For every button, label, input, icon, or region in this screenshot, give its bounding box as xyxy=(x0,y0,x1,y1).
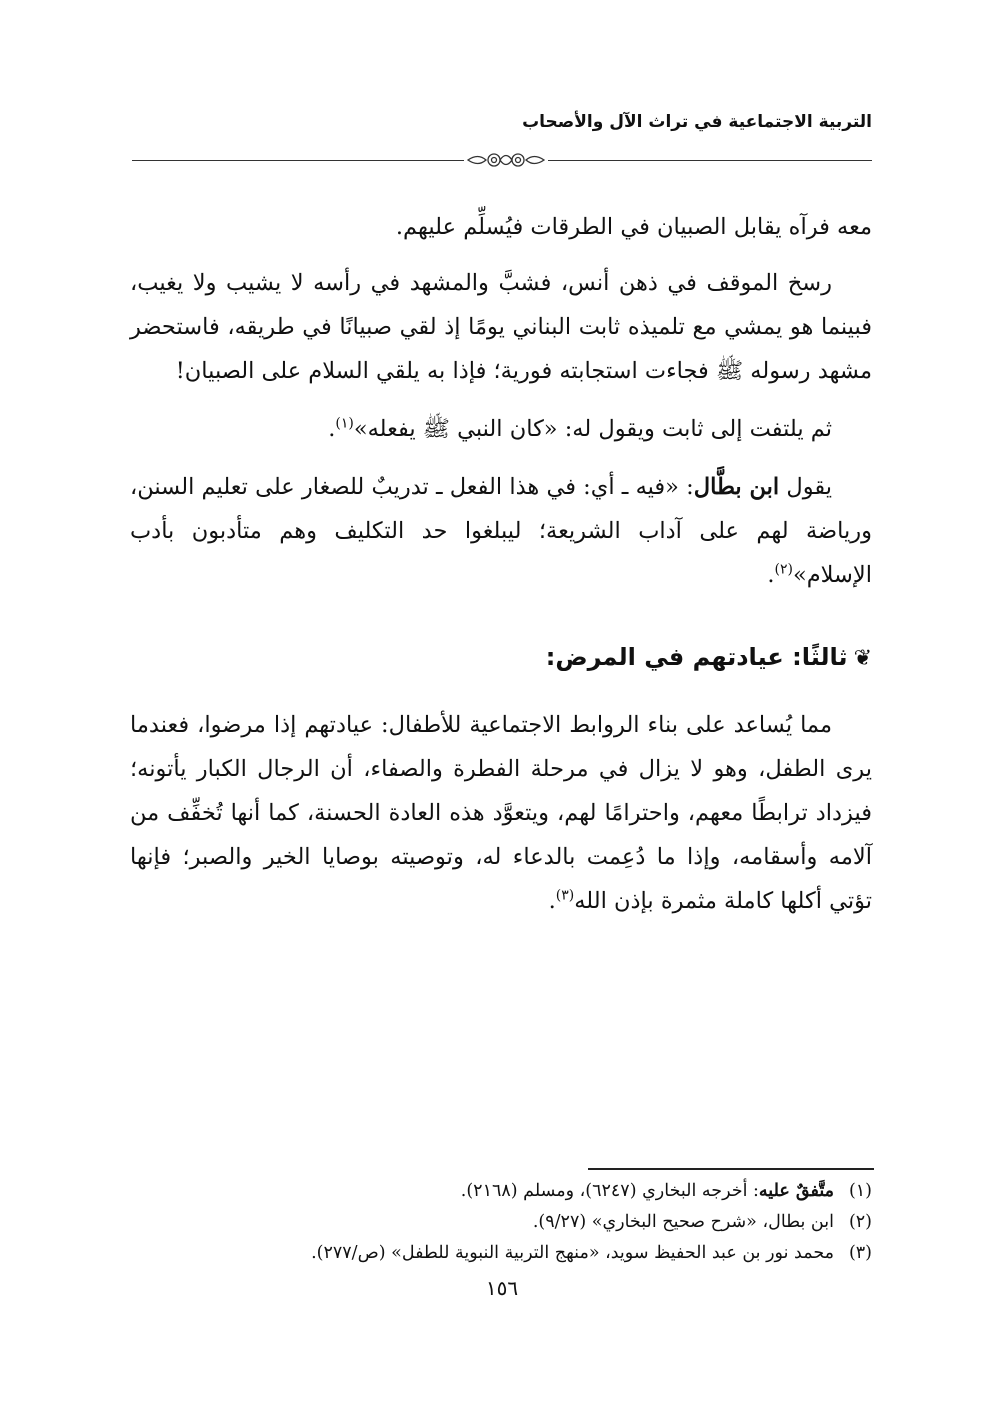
footnote-rule xyxy=(588,1168,874,1170)
footnote-1 xyxy=(130,1176,872,1207)
paragraph-ibn-battal-lead: يقول xyxy=(779,474,832,500)
paragraph-anas: رسخ الموقف في ذهن أنس، فشبَّ والمشهد في رأسه لا يشيب ولا يغيب، فبينما هو يمشي مع تلميذه ثابت البناني يومًا إذ لقي صبيانًا في طريقه، فاستحضر مشهد رسوله ﷺ فجاءت استجابته فورية؛ فإذا به يلقي السلام على الصبيان! xyxy=(130,270,872,384)
footnote-ref-2[interactable]: (٢) xyxy=(774,561,793,578)
footnote-text: محمد نور بن عبد الحفيظ سويد، «منهج التربية النبوية للطفل» (ص/٢٧٧). xyxy=(311,1243,834,1263)
paragraph-ibn-battal-text: : «فيه ـ أي: في هذا الفعل ـ تدريبٌ للصغار على تعليم السنن، ورياضة لهم على آداب الشريعة؛ ليبلغوا حد التكليف وهم متأدبون بأدب الإسلام» xyxy=(130,474,872,588)
footnote-ref-3[interactable]: (٣) xyxy=(555,887,575,904)
paragraph-ibn-battal xyxy=(130,465,872,597)
footnote-number: (٢) xyxy=(848,1212,872,1232)
paragraph-thabit xyxy=(130,407,872,451)
section-heading xyxy=(130,635,872,681)
paragraph-visiting-sick-end: . xyxy=(548,888,556,914)
page-number: ١٥٦ xyxy=(485,1276,519,1300)
footnote-text: ابن بطال، «شرح صحيح البخاري» (٩/٢٧). xyxy=(532,1212,834,1232)
paragraph-continuation: معه فرآه يقابل الصبيان في الطرقات فيُسلِّم عليهم. xyxy=(395,214,872,240)
footnote-3 xyxy=(130,1238,872,1269)
paragraph-thabit-text: ثم يلتفت إلى ثابت ويقول له: «كان النبي ﷺ يفعله» xyxy=(353,416,832,442)
section-heading-text: ثالثًا: عيادتهم في المرض: xyxy=(545,643,848,671)
footnote-2 xyxy=(130,1207,872,1238)
footnote-ref-1[interactable]: (١) xyxy=(335,415,354,432)
footnote-number: (٣) xyxy=(848,1243,872,1263)
paragraph-ibn-battal-end: . xyxy=(767,562,775,588)
footnote-number: (١) xyxy=(848,1181,872,1201)
scholar-name: ابن بطَّال xyxy=(693,474,780,500)
paragraph-thabit-end: . xyxy=(328,416,336,442)
footnote-bold-term: متَّفقٌ عليه xyxy=(758,1181,834,1201)
body-text xyxy=(130,205,872,923)
heading-fleuron-icon: ❦ xyxy=(853,646,872,671)
footnote-text: : أخرجه البخاري (٦٢٤٧)، ومسلم (٢١٦٨). xyxy=(460,1181,759,1201)
paragraph-visiting-sick-text: مما يُساعد على بناء الروابط الاجتماعية للأطفال: عيادتهم إذا مرضوا، فعندما يرى الطفل، وهو لا يزال في مرحلة الفطرة والصفاء، أن الرجال الكبار يأتونه؛ فيزداد ترابطًا معهم، واحترامًا لهم، ويتعوَّد هذه العادة الحسنة، كما أنها تُخفِّف من آلامه وأسقامه، وإذا ما دُعِمت بالدعاء له، وتوصيته بوصايا الخير والصبر؛ فإنها تؤتي أكلها كاملة مثمرة بإذن الله xyxy=(130,712,872,914)
paragraph-visiting-sick xyxy=(130,703,872,923)
running-header: التربية الاجتماعية في تراث الآل والأصحاب xyxy=(522,112,872,132)
header-ornament-icon xyxy=(464,147,548,173)
footnotes xyxy=(130,1176,872,1269)
